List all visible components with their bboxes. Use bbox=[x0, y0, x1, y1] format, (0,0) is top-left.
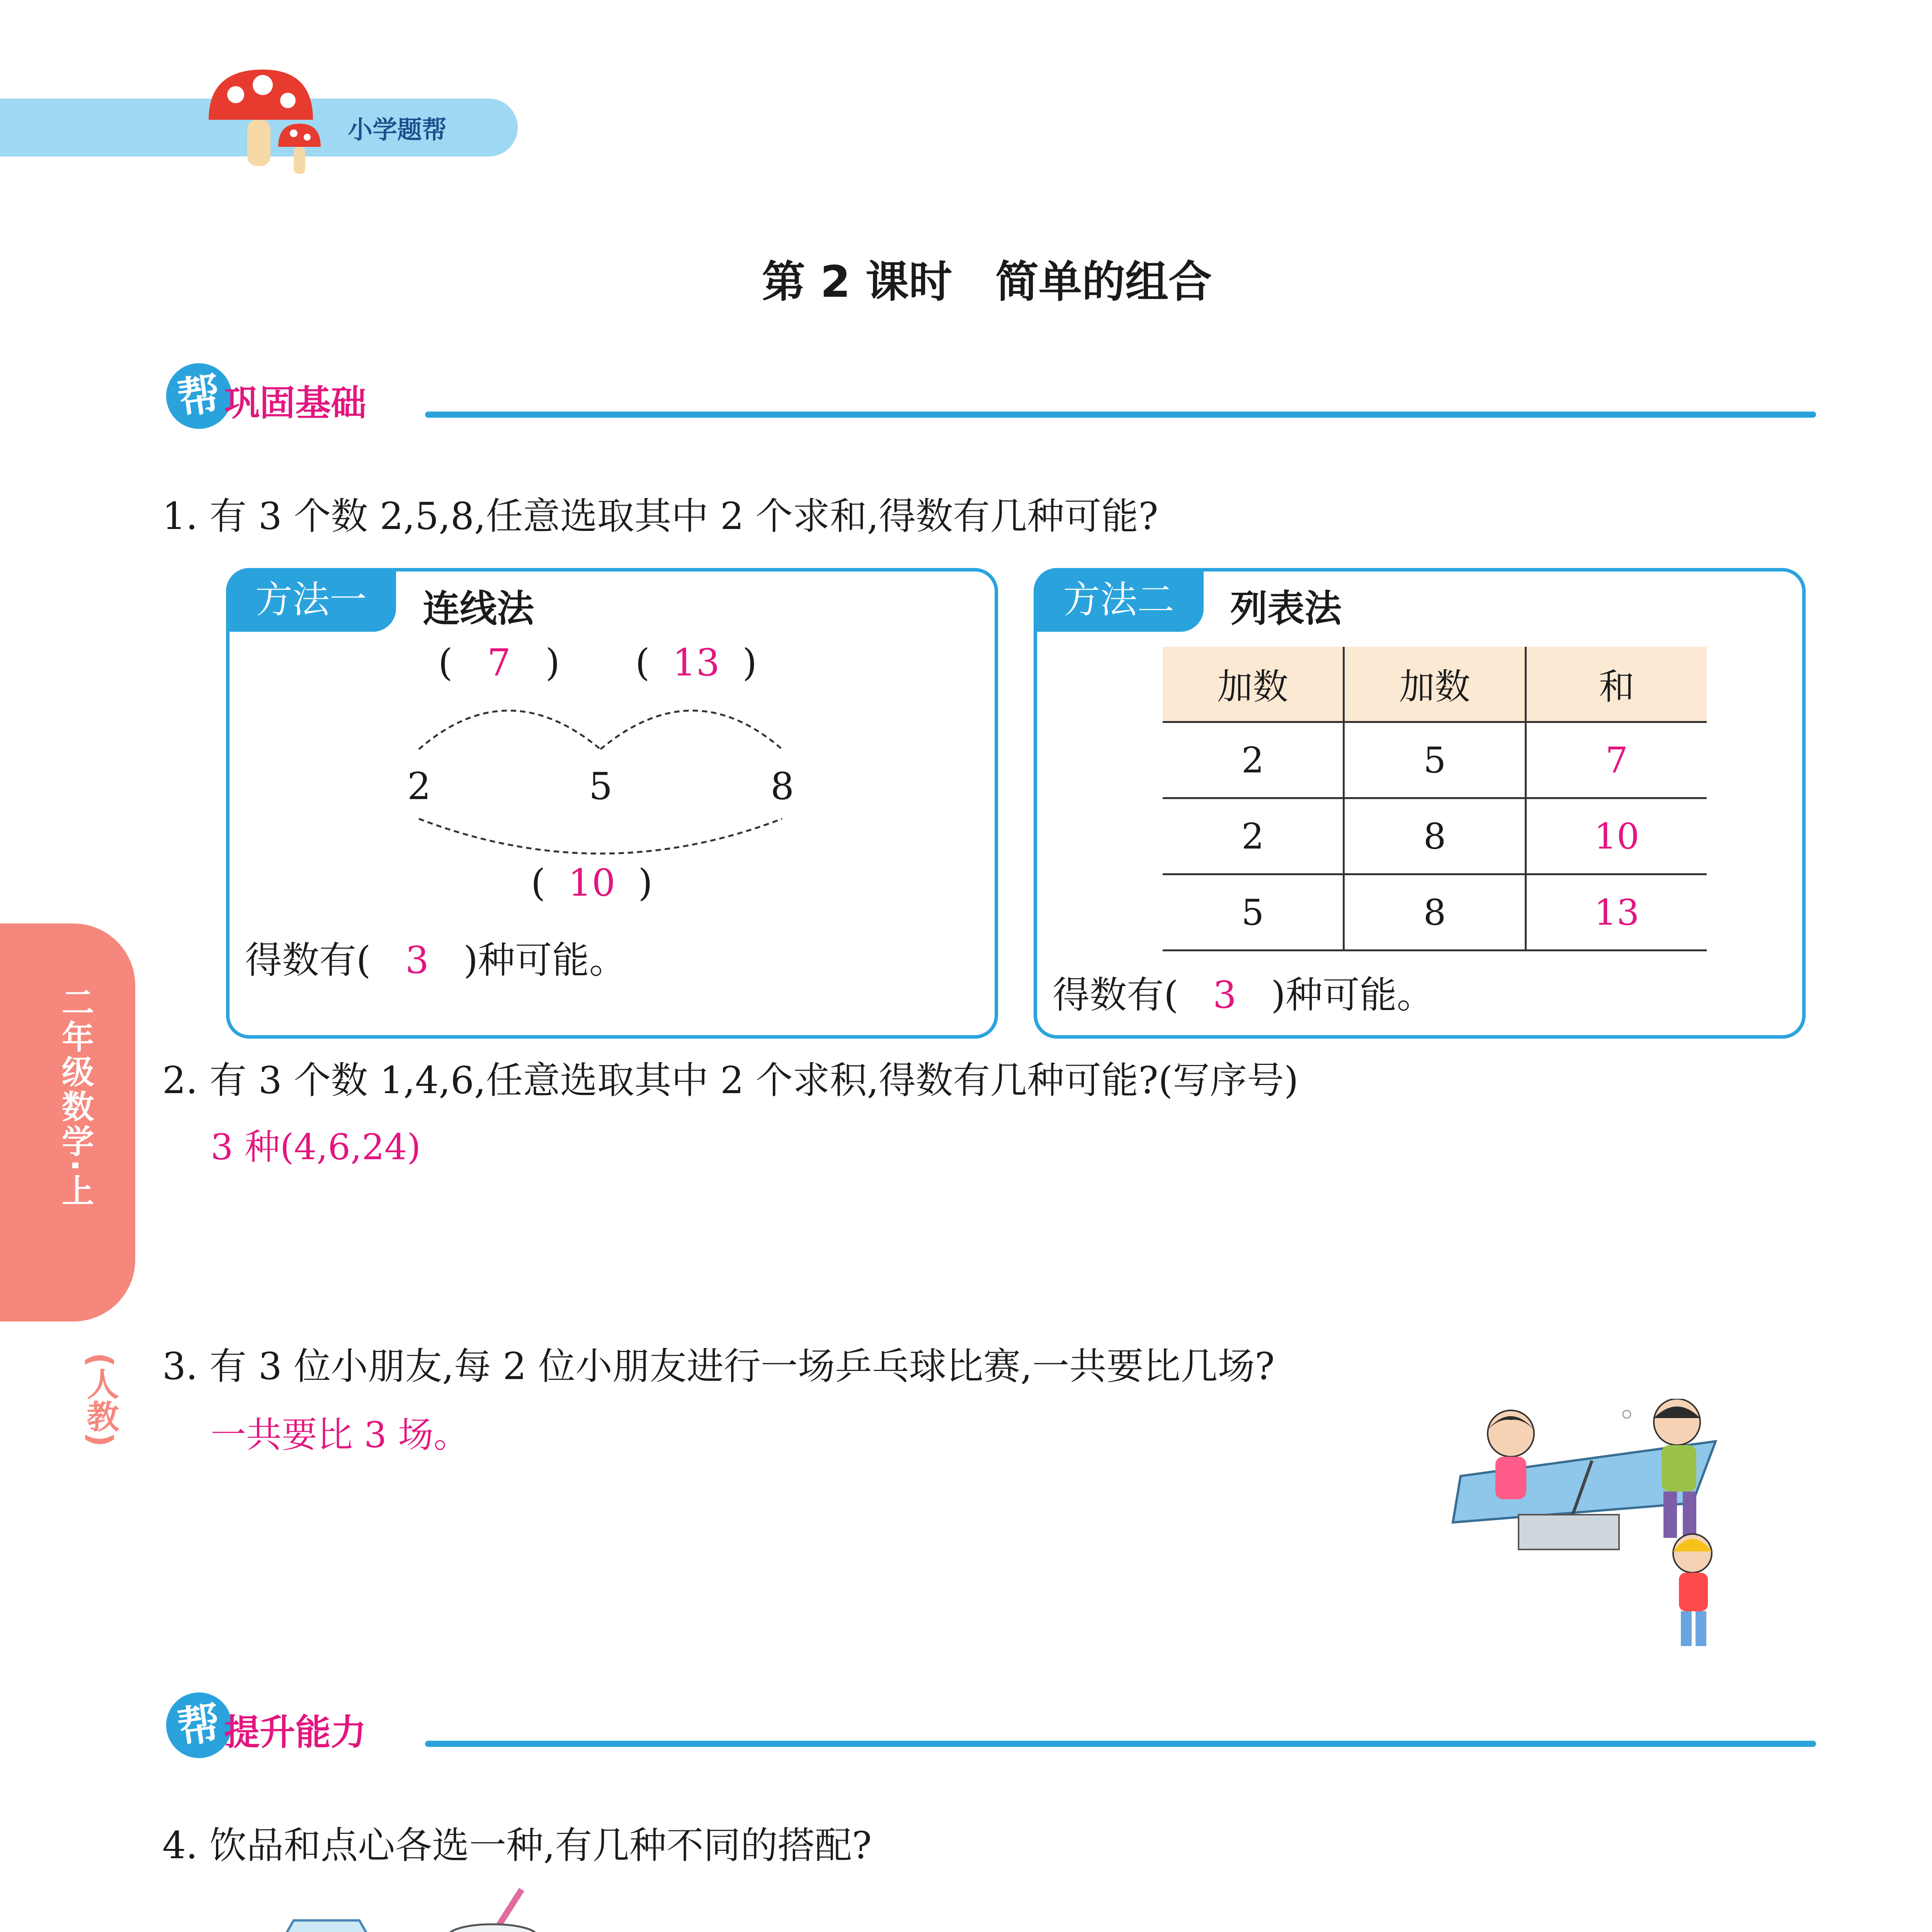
section-label: 提升能力 bbox=[224, 1712, 367, 1753]
method-two-label: 方法二 bbox=[1034, 568, 1204, 632]
table-cell: 13 bbox=[1526, 874, 1707, 951]
table-cell: 5 bbox=[1344, 722, 1526, 798]
method-two-title: 列表法 bbox=[1230, 587, 1342, 630]
biscuit-icon bbox=[974, 1928, 1121, 1932]
number-8: 8 bbox=[770, 765, 794, 808]
section-rule bbox=[425, 412, 1816, 418]
answer-suffix: )种可能。 bbox=[463, 939, 626, 982]
sum-left-paren: ( 7 ) bbox=[438, 641, 560, 684]
table-cell: 2 bbox=[1163, 798, 1344, 874]
table-header: 加数 bbox=[1163, 647, 1344, 722]
milk-carton-icon bbox=[267, 1913, 383, 1932]
number-2: 2 bbox=[407, 765, 431, 808]
question-2: 2. 有 3 个数 1,4,6,任意选取其中 2 个求积,得数有几种可能?(写序号) bbox=[162, 1059, 1299, 1102]
method-one-box bbox=[226, 568, 998, 1039]
table-cell: 10 bbox=[1526, 798, 1707, 874]
method-one-answer bbox=[245, 931, 626, 984]
table-cell: 2 bbox=[1163, 722, 1344, 798]
table-cell: 5 bbox=[1163, 874, 1344, 951]
table-header: 加数 bbox=[1344, 647, 1526, 722]
section-badge-icon: 帮 bbox=[162, 359, 236, 433]
answer-2: 3 种(4,6,24) bbox=[211, 1126, 421, 1168]
table-cell: 8 bbox=[1344, 798, 1526, 874]
answer-prefix: 得数有( bbox=[1053, 973, 1179, 1017]
method-one-label: 方法一 bbox=[226, 568, 396, 632]
table-row bbox=[1163, 798, 1707, 874]
answer-prefix: 得数有( bbox=[245, 939, 371, 982]
sum-left: 7 bbox=[487, 641, 511, 684]
sum-right: 13 bbox=[672, 641, 720, 684]
mushroom-icon bbox=[201, 58, 328, 185]
section-header-basic bbox=[166, 363, 437, 433]
table-cell: 8 bbox=[1344, 874, 1526, 951]
table-row bbox=[1163, 874, 1707, 951]
question-3: 3. 有 3 位小朋友,每 2 位小朋友进行一场乒乓球比赛,一共要比几场? bbox=[162, 1345, 1275, 1388]
table-row bbox=[1163, 722, 1707, 798]
method-one-title: 连线法 bbox=[423, 587, 534, 630]
answer-value: 3 bbox=[1213, 973, 1236, 1017]
sum-table bbox=[1163, 647, 1707, 951]
method-two-answer bbox=[1053, 966, 1434, 1019]
side-edition: (人教) bbox=[82, 1352, 119, 1447]
number-5: 5 bbox=[589, 765, 613, 808]
ping-pong-illustration bbox=[1445, 1399, 1808, 1662]
soy-milk-cup-icon bbox=[440, 1886, 545, 1932]
side-tab bbox=[0, 923, 135, 1321]
section-rule bbox=[425, 1741, 1816, 1747]
question-1: 1. 有 3 个数 2,5,8,任意选取其中 2 个求和,得数有几种可能? bbox=[162, 495, 1158, 538]
answer-3: 一共要比 3 场。 bbox=[211, 1414, 469, 1456]
page-title: 第 2 课时 简单的组合 bbox=[762, 257, 1212, 307]
table-cell: 7 bbox=[1526, 722, 1707, 798]
question-4: 4. 饮品和点心各选一种,有几种不同的搭配? bbox=[162, 1824, 872, 1867]
table-header: 和 bbox=[1526, 647, 1707, 722]
sum-right-paren: ( 13 ) bbox=[635, 641, 757, 684]
cake-icon bbox=[618, 1928, 750, 1932]
side-grade: 二年级数学·上 bbox=[56, 985, 94, 1209]
section-label: 巩固基础 bbox=[224, 383, 367, 424]
answer-suffix: )种可能。 bbox=[1271, 973, 1434, 1017]
section-badge-icon: 帮 bbox=[162, 1688, 236, 1762]
answer-value: 3 bbox=[405, 939, 429, 982]
method-two-box bbox=[1034, 568, 1806, 1039]
table-header-row bbox=[1163, 647, 1707, 722]
section-header-advanced bbox=[166, 1692, 437, 1762]
sum-bottom: 10 bbox=[568, 861, 616, 905]
brand-name: 小学题帮 bbox=[348, 116, 447, 145]
sum-bottom-paren: ( 10 ) bbox=[531, 861, 653, 905]
